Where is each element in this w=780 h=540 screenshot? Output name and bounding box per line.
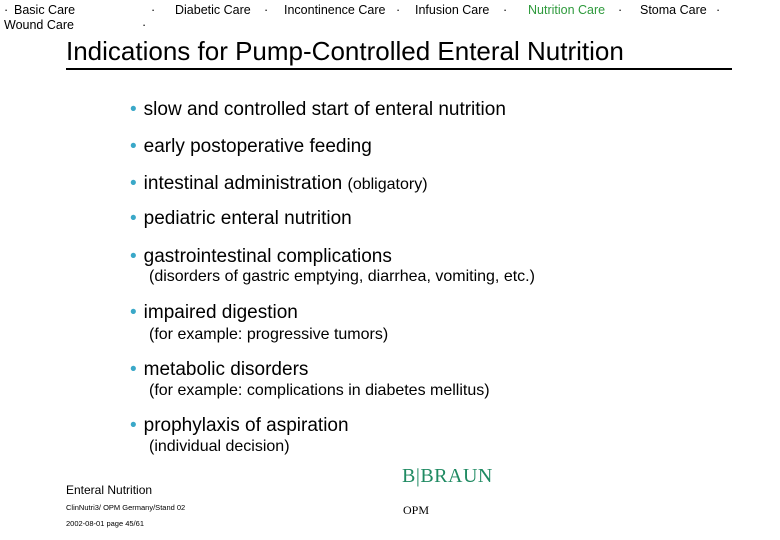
item-note: (obligatory) [347, 176, 428, 193]
list-item [130, 136, 372, 158]
list-item [130, 246, 392, 268]
item-subtext: (individual decision) [149, 438, 290, 455]
list-item [130, 359, 308, 381]
bullet-icon: • [130, 415, 137, 436]
list-item [130, 173, 428, 195]
footer-date-page: 2002-08-01 page 45/61 [66, 519, 144, 528]
bullet-icon: • [130, 208, 137, 229]
opm-label: OPM [403, 503, 430, 517]
list-item [130, 302, 298, 324]
nav-separator: · [618, 3, 623, 17]
nav-separator: · [503, 3, 508, 17]
page-title: Indications for Pump-Controlled Enteral Nutrition [66, 36, 732, 70]
nav-separator: · [151, 3, 156, 17]
nav-item-diabetic-care[interactable]: Diabetic Care [175, 3, 251, 17]
item-subtext: (disorders of gastric emptying, diarrhea, vomiting, etc.) [149, 268, 535, 285]
item-text: gastrointestinal complications [143, 246, 392, 267]
item-text: slow and controlled start of enteral nutrition [143, 99, 506, 120]
top-navigation [0, 3, 780, 35]
nav-separator: · [396, 3, 401, 17]
bullet-icon: • [130, 359, 137, 380]
nav-item-basic-care[interactable]: Basic Care [14, 3, 76, 17]
footer-section-name: Enteral Nutrition [66, 483, 153, 497]
nav-item-wound-care[interactable]: Wound Care [4, 18, 74, 32]
list-item [130, 208, 352, 230]
list-item [130, 415, 349, 437]
bullet-icon: • [130, 136, 137, 157]
footer-reference: ClinNutri3/ OPM Germany/Stand 02 [66, 503, 186, 512]
item-text: pediatric enteral nutrition [143, 208, 352, 229]
item-text: early postoperative feeding [143, 136, 372, 157]
nav-separator: · [716, 3, 721, 17]
item-text: prophylaxis of aspiration [143, 415, 349, 436]
item-text: metabolic disorders [143, 359, 309, 380]
list-item [130, 99, 506, 121]
bullet-icon: • [130, 246, 137, 267]
nav-separator: · [264, 3, 269, 17]
nav-item-infusion-care[interactable]: Infusion Care [415, 3, 490, 17]
nav-item-stoma-care[interactable]: Stoma Care [640, 3, 707, 17]
item-subtext: (for example: progressive tumors) [149, 326, 389, 343]
bullet-icon: • [130, 302, 137, 323]
item-text: intestinal administration [143, 173, 343, 194]
nav-item-incontinence-care[interactable]: Incontinence Care [284, 3, 386, 17]
item-subtext: (for example: complications in diabetes mellitus) [149, 382, 490, 399]
bbraun-logo: B|BRAUN [402, 465, 493, 487]
bullet-icon: • [130, 173, 137, 194]
bullet-icon: • [130, 99, 137, 120]
nav-item-nutrition-care[interactable]: Nutrition Care [528, 3, 606, 17]
nav-separator: · [4, 3, 9, 17]
nav-separator: · [142, 18, 147, 32]
item-text: impaired digestion [143, 302, 298, 323]
